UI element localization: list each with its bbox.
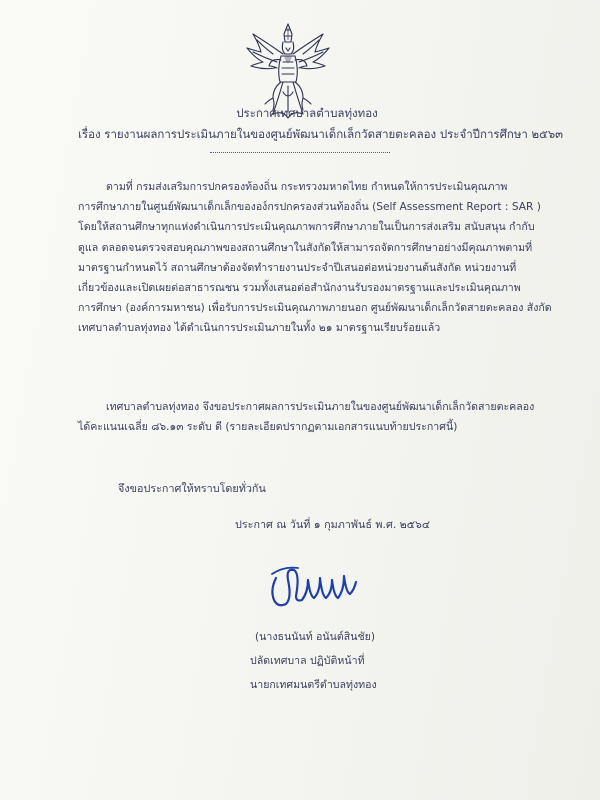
text-line: เกี่ยวข้องและเปิดเผยต่อสาธารณชน รวมทั้งเสนอต่อสำนักงานรับรองมาตรฐานและประเมินคุณภาพ xyxy=(78,282,521,295)
announcement-title: ประกาศเทศบาลตำบลทุ่งทอง xyxy=(236,106,378,120)
subject-line: เรื่อง รายงานผลการประเมินภายในของศูนย์พัฒนาเด็กเล็กวัดสายตะคลอง ประจำปีการศึกษา ๒๕๖๓ xyxy=(78,127,563,141)
body-paragraph-2 xyxy=(78,397,548,437)
body-paragraph-1 xyxy=(78,177,552,339)
text-line: โดยให้สถานศึกษาทุกแห่งดำเนินการประเมินคุณภาพการศึกษาภายในเป็นการส่งเสริม สนับสนุน กำกับ xyxy=(78,221,535,234)
handwritten-signature xyxy=(262,556,360,614)
text-line: เทศบาลตำบลทุ่งทอง จึงขอประกาศผลการประเมินภายในของศูนย์พัฒนาเด็กเล็กวัดสายตะคลอง xyxy=(106,401,535,413)
text-line: เทศบาลตำบลทุ่งทอง ได้ดำเนินการประเมินภายในทั้ง ๒๑ มาตรฐานเรียบร้อยแล้ว xyxy=(78,322,441,335)
announcement-date: ประกาศ ณ วันที่ ๑ กุมภาพันธ์ พ.ศ. ๒๕๖๔ xyxy=(235,518,430,531)
text-line: ดูแล ตลอดจนตรวจสอบคุณภาพของสถานศึกษาในสังกัดให้สามารถจัดการศึกษาอย่างมีคุณภาพตามที่ xyxy=(78,241,533,254)
signatory-role: นายกเทศมนตรีตำบลทุ่งทอง xyxy=(250,679,377,691)
divider xyxy=(210,152,390,153)
signatory-name: (นางธนนันท์ อนันต์สินชัย) xyxy=(255,631,376,643)
text-line: การศึกษาภายในศูนย์พัฒนาเด็กเล็กขององ์กรปกครองส่วนท้องถิ่น (Self Assessment Report : SAR ) xyxy=(78,201,541,214)
text-line: การศึกษา (องค์การมหาชน) เพื่อรับการประเมินคุณภาพภายนอก ศูนย์พัฒนาเด็กเล็กวัดสายตะคลอง สังกัด xyxy=(78,302,552,315)
signatory-position: ปลัดเทศบาล ปฏิบัติหน้าที่ xyxy=(250,655,365,667)
text-line: ได้คะแนนเฉลี่ย ๘๖.๑๓ ระดับ ดี (รายละเอียดปรากฏตามเอกสารแนบท้ายประกาศนี้) xyxy=(78,421,458,434)
text-line: ตามที่ กรมส่งเสริมการปกครองท้องถิ่น กระทรวงมหาดไทย กำหนดให้การประเมินคุณภาพ xyxy=(106,181,508,193)
text-line: มาตรฐานกำหนดไว้ สถานศึกษาต้องจัดทำรายงานประจำปีเสนอต่อหน่วยงานต้นสังกัด หน่วยงานที่ xyxy=(78,261,517,274)
closing-notice: จึงขอประกาศให้ทราบโดยทั่วกัน xyxy=(118,482,266,495)
